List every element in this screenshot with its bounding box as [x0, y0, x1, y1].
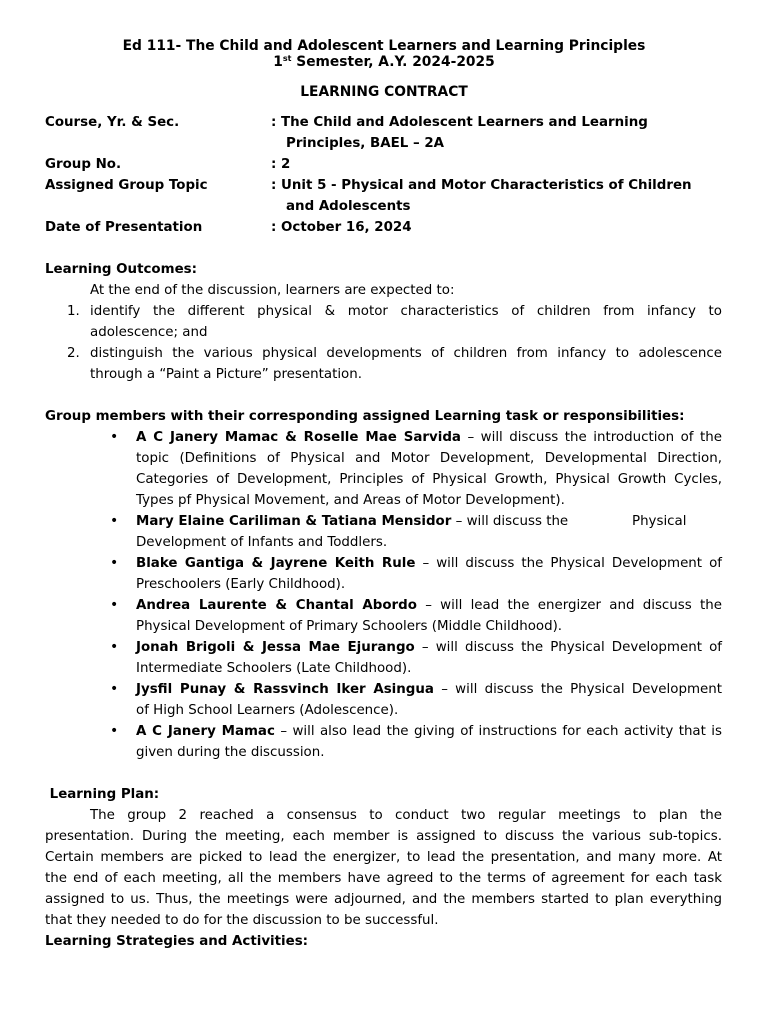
- outcomes-heading: Learning Outcomes:: [45, 262, 197, 277]
- member-task-continued: Physical Development of Primary Schoolers (Middle Childhood).: [136, 619, 563, 634]
- bullet-icon: •: [110, 429, 119, 445]
- group-label: Group No.: [45, 157, 122, 172]
- strategies-heading: Learning Strategies and Activities:: [45, 934, 309, 949]
- plan-paragraph-line: the end of each meeting, all the members have agreed to the terms of agreement for each task: [45, 871, 722, 886]
- member-task-continued: of High School Learners (Adolescence).: [136, 703, 399, 718]
- member-task: [136, 637, 722, 658]
- outcome-text: identify the different physical & motor characteristics of children from infancy to: [90, 304, 722, 319]
- member-task-continued: Types pf Physical Movement, and Areas of Motor Development).: [136, 493, 565, 508]
- document-title: LEARNING CONTRACT: [300, 84, 468, 100]
- group-value: : 2: [271, 157, 291, 172]
- member-task-text-tail: Physical: [632, 514, 687, 529]
- member-task: [136, 721, 722, 742]
- member-task: [136, 427, 722, 448]
- course-label: Course, Yr. & Sec.: [45, 115, 180, 130]
- member-task-continued: given during the discussion.: [136, 745, 325, 760]
- members-heading: Group members with their corresponding assigned Learning task or responsibilities:: [45, 409, 685, 424]
- topic-label: Assigned Group Topic: [45, 178, 208, 193]
- member-task: [136, 553, 722, 574]
- member-names: Andrea Laurente & Chantal Abordo: [136, 598, 417, 613]
- plan-paragraph-line: that they needed to do for the discussion to be successful.: [45, 913, 439, 928]
- member-task-continued: topic (Definitions of Physical and Motor Development, Developmental Direction,: [136, 451, 722, 466]
- date-value: : October 16, 2024: [271, 220, 412, 235]
- outcome-number: 2.: [67, 346, 80, 361]
- semester-superscript: st: [282, 54, 292, 63]
- outcome-text: distinguish the various physical developments of children from infancy to adolescence: [90, 346, 722, 361]
- date-label: Date of Presentation: [45, 220, 203, 235]
- member-names: A C Janery Mamac & Roselle Mae Sarvida: [136, 430, 461, 445]
- bullet-icon: •: [110, 513, 119, 529]
- member-names: Blake Gantiga & Jayrene Keith Rule: [136, 556, 416, 571]
- bullet-icon: •: [110, 681, 119, 697]
- member-task: [136, 679, 722, 700]
- member-names: Jysfil Punay & Rassvinch Iker Asingua: [136, 682, 434, 697]
- outcome-number: 1.: [67, 304, 80, 319]
- plan-paragraph-line: assigned to us. Thus, the meetings were adjourned, and the members started to plan everything: [45, 892, 722, 907]
- member-task: [136, 511, 568, 532]
- member-task-continued: Intermediate Schoolers (Late Childhood).: [136, 661, 412, 676]
- plan-heading: Learning Plan:: [45, 787, 160, 802]
- bullet-icon: •: [110, 639, 119, 655]
- outcomes-intro: At the end of the discussion, learners are expected to:: [90, 283, 455, 298]
- bullet-icon: •: [110, 597, 119, 613]
- member-task-text: – will discuss the: [451, 514, 569, 529]
- member-names: Mary Elaine Cariliman & Tatiana Mensidor: [136, 514, 452, 529]
- outcome-text-continued: through a “Paint a Picture” presentation.: [90, 367, 362, 382]
- member-names: Jonah Brigoli & Jessa Mae Ejurango: [136, 640, 415, 655]
- member-task-text: – will lead the energizer and discuss the: [416, 598, 722, 613]
- member-task-continued: Development of Infants and Toddlers.: [136, 535, 388, 550]
- outcome-text-continued: adolescence; and: [90, 325, 208, 340]
- plan-paragraph-line: The group 2 reached a consensus to conduct two regular meetings to plan the: [90, 808, 722, 823]
- member-names: A C Janery Mamac: [136, 724, 275, 739]
- member-task-text: – will discuss the Physical Development of: [414, 640, 722, 655]
- plan-paragraph-line: presentation. During the meeting, each member is assigned to discuss the various sub-topics.: [45, 829, 722, 844]
- course-value-continued: Principles, BAEL – 2A: [286, 136, 444, 151]
- member-task: [136, 595, 722, 616]
- topic-value: : Unit 5 - Physical and Motor Characteristics of Children: [271, 178, 692, 193]
- member-task-text: – will discuss the Physical Development of: [415, 556, 722, 571]
- member-task-text: – will discuss the introduction of the: [460, 430, 723, 445]
- member-task-text: – will also lead the giving of instructions for each activity that is: [274, 724, 722, 739]
- course-value: : The Child and Adolescent Learners and Learning: [271, 115, 648, 130]
- semester-text: Semester, A.Y. 2024-2025: [291, 54, 495, 70]
- member-task-continued: Categories of Development, Principles of Physical Growth, Physical Growth Cycles,: [136, 472, 722, 487]
- topic-value-continued: and Adolescents: [286, 199, 411, 214]
- semester-line: [0, 54, 768, 70]
- semester-number: 1: [273, 54, 283, 70]
- bullet-icon: •: [110, 555, 119, 571]
- course-title: Ed 111- The Child and Adolescent Learners and Learning Principles: [122, 38, 646, 54]
- member-task-text: – will discuss the Physical Development: [433, 682, 722, 697]
- bullet-icon: •: [110, 723, 119, 739]
- member-task-continued: Preschoolers (Early Childhood).: [136, 577, 346, 592]
- plan-paragraph-line: Certain members are picked to lead the energizer, to lead the presentation, and many more. At: [45, 850, 722, 865]
